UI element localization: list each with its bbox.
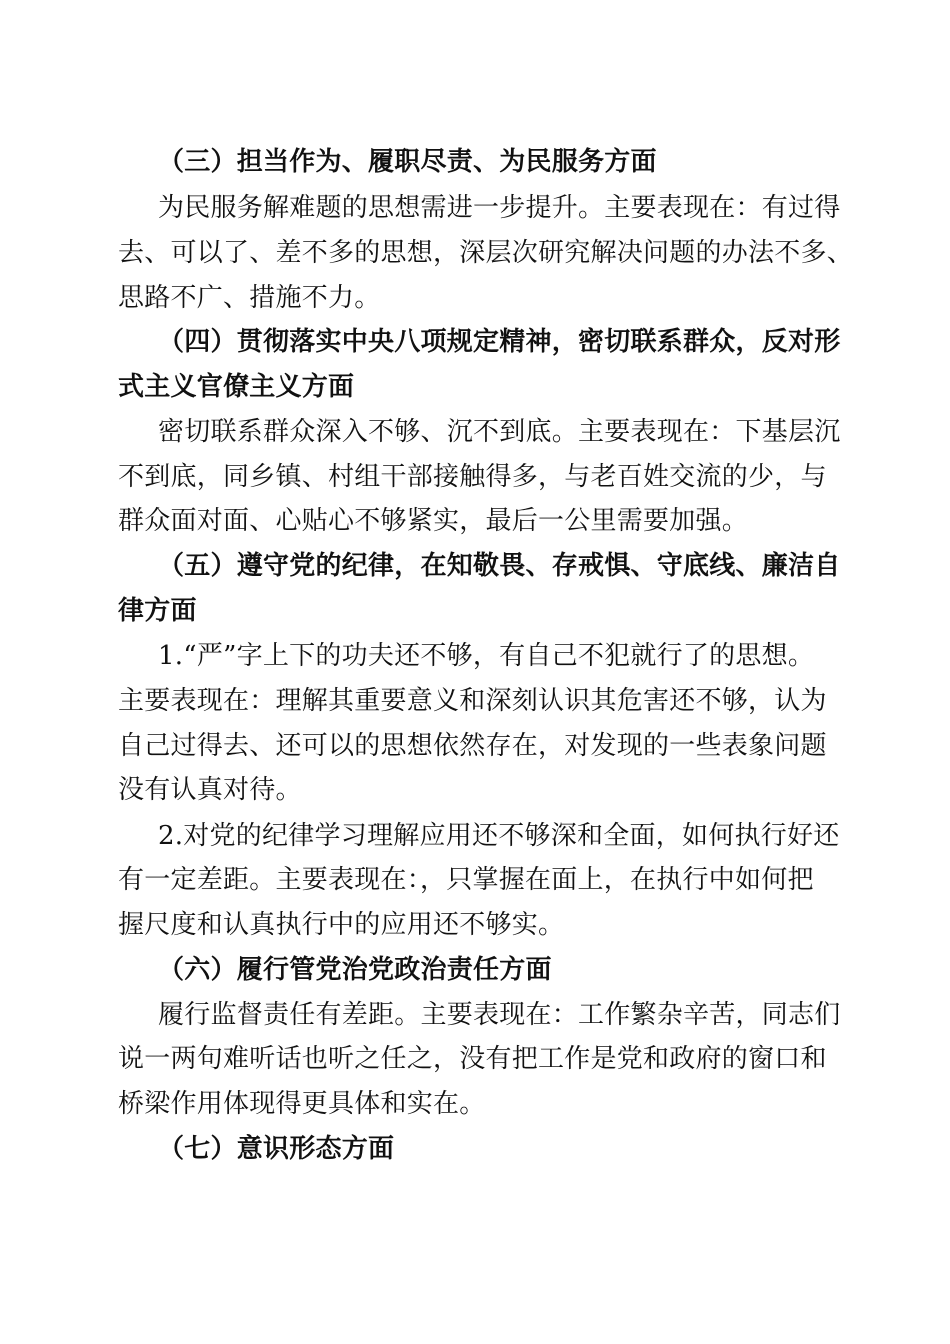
section-heading-4-continued: 式主义官僚主义方面 [118, 372, 355, 402]
paragraph-line: 1.“严”字上下的功夫还不够，有自己不犯就行了的思想。 [158, 641, 815, 671]
paragraph-line: 密切联系群众深入不够、沉不到底。主要表现在：下基层沉 [158, 417, 841, 447]
paragraph-line: 履行监督责任有差距。主要表现在：工作繁杂辛苦，同志们 [158, 1000, 841, 1030]
section-heading-5-continued: 律方面 [118, 596, 197, 626]
paragraph-line: 主要表现在：理解其重要意义和深刻认识其危害还不够，认为 [118, 686, 827, 716]
paragraph-line: 群众面对面、心贴心不够紧实，最后一公里需要加强。 [118, 506, 749, 536]
paragraph-line: 有一定差距。主要表现在：，只掌握在面上，在执行中如何把 [118, 865, 814, 895]
paragraph-line: 桥梁作用体现得更具体和实在。 [118, 1089, 486, 1119]
paragraph-line: 说一两句难听话也听之任之，没有把工作是党和政府的窗口和 [118, 1044, 827, 1074]
paragraph-line: 2.对党的纪律学习理解应用还不够深和全面，如何执行好还 [158, 821, 840, 851]
section-heading-6: （六）履行管党治党政治责任方面 [158, 955, 552, 985]
paragraph-line: 不到底，同乡镇、村组干部接触得多，与老百姓交流的少，与 [118, 462, 827, 492]
paragraph-line: 自己过得去、还可以的思想依然存在，对发现的一些表象问题 [118, 731, 827, 761]
paragraph-line: 去、可以了、差不多的思想，深层次研究解决问题的办法不多、 [118, 238, 854, 268]
section-heading-3: （三）担当作为、履职尽责、为民服务方面 [158, 147, 657, 177]
section-heading-5: （五）遵守党的纪律，在知敬畏、存戒惧、守底线、廉洁自 [158, 551, 841, 581]
paragraph-line: 没有认真对待。 [118, 775, 302, 805]
paragraph-line: 握尺度和认真执行中的应用还不够实。 [118, 910, 565, 940]
section-heading-7: （七）意识形态方面 [158, 1134, 395, 1164]
paragraph-line: 为民服务解难题的思想需进一步提升。主要表现在：有过得 [158, 193, 841, 223]
section-heading-4: （四）贯彻落实中央八项规定精神，密切联系群众，反对形 [158, 327, 841, 357]
paragraph-line: 思路不广、措施不力。 [118, 283, 381, 313]
